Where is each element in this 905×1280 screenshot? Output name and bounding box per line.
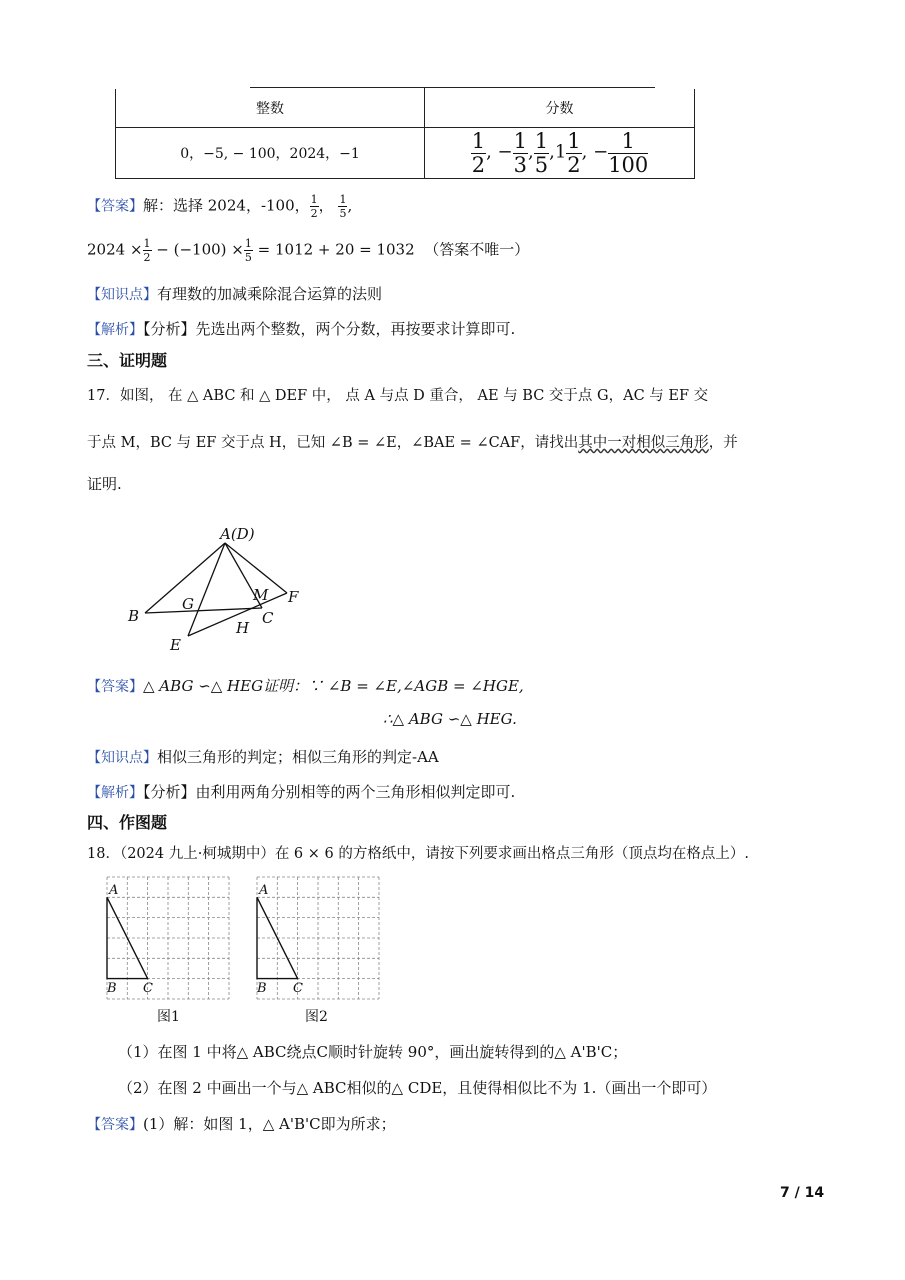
answer-16-calc: 2024 × $\frac{1}{2}$ − (−100) × $\frac{1}{5}$ = 1012 + 20 = 1032 （答案不唯一） [87,237,530,264]
header-fractions: 分数 [425,88,695,128]
grid-2 [257,877,379,999]
point-label-e: E [170,636,181,654]
fig2-label-a: A [259,883,269,898]
caption-fig1: 图1 [157,1009,180,1025]
section-heading-4: 四、作图题 [87,813,168,832]
section-heading-3: 三、证明题 [87,351,168,370]
geometry-figure-17 [120,515,320,660]
fig1-label-b: B [107,981,117,996]
point-label-h: H [236,619,250,637]
question-17-line2: 于点 M，BC 与 EF 交于点 H，已知 ∠B = ∠E，∠BAE = ∠CAF，请找出其中一对相似三角形，并 [87,435,738,451]
fig2-label-b: B [257,981,267,996]
point-label-b: B [128,607,140,625]
cell-fractions: $\frac{1}{2}$ , − $\frac{1}{3}$ , $\frac{1}{5}$ ,1 $\frac{1}{2}$ , − $\frac{1}{100}$ [425,128,695,179]
cell-integers: 0，−5, − 100，2024，−1 [116,128,425,179]
answer-16-line1: 【答案】解：选择 2024，-100， $\frac{1}{2}$ ， $\frac{1}{5}$ , [87,193,353,220]
question-18-part1: （1）在图 1 中将△ ABC绕点C顺时针旋转 90°，画出旋转得到的△ A'B'C； [118,1043,628,1061]
point-label-f: F [288,588,299,606]
answer-17-line1: 【答案】△ ABG ∽△ HEG证明：∵ ∠B = ∠E,∠AGB = ∠HGE, [87,677,524,695]
question-17-line1: 17．如图， 在 △ ABC 和 △ DEF 中， 点 A 与点 D 重合， AE 与 BC 交于点 G，AC 与 EF 交 [87,388,709,404]
answer-17-line2: ∴△ ABG ∽△ HEG. [383,710,517,728]
analysis-16: 【解析】【分析】先选出两个整数，两个分数，再按要求计算即可. [87,320,516,338]
header-integers: 整数 [116,88,425,128]
fig2-label-c: C [293,981,303,996]
question-18-part2: （2）在图 2 中画出一个与△ ABC相似的△ CDE，且使得相似比不为 1.（画出一个即可） [118,1079,717,1097]
point-label-a: A(D) [220,525,255,543]
fig1-label-a: A [109,883,119,898]
knowledge-17: 【知识点】相似三角形的判定；相似三角形的判定-AA [87,748,439,766]
point-label-g: G [182,595,194,613]
number-table [115,87,695,179]
caption-fig2: 图2 [305,1009,328,1025]
knowledge-16: 【知识点】有理数的加减乘除混合运算的法则 [87,285,383,303]
point-label-c: C [262,609,274,627]
grid-1 [107,877,229,999]
analysis-17: 【解析】【分析】由利用两角分别相等的两个三角形相似判定即可. [87,783,516,801]
point-label-m: M [253,586,269,604]
answer-18: 【答案】(1）解：如图 1，△ A'B'C即为所求； [87,1115,396,1133]
segment-bc [145,608,262,613]
question-17-line3: 证明. [87,475,122,493]
grid-figures [100,872,390,1030]
fig1-label-c: C [143,981,153,996]
page-number: 7 / 14 [780,1185,825,1201]
question-18-intro: 18．（2024 九上·柯城期中）在 6 × 6 的方格纸中，请按下列要求画出格点三角形（顶点均在格点上）. [87,846,749,862]
